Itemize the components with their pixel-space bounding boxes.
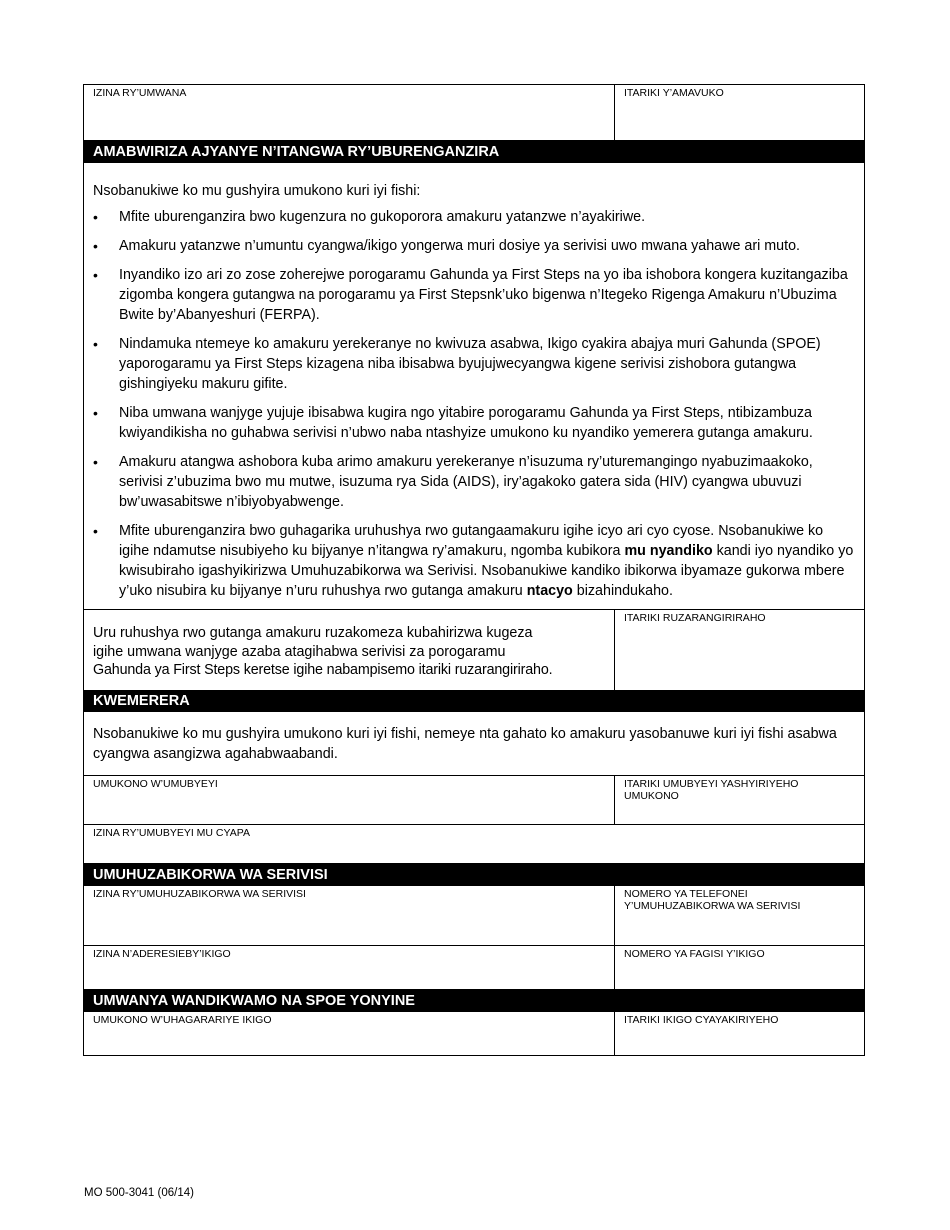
coordinator-phone-label-line2: Y’UMUHUZABIKORWA WA SERIVISI: [624, 900, 801, 912]
consent-intro: Nsobanukiwe ko mu gushyira umukono kuri iyi fishi:: [93, 183, 421, 199]
agency-representative-signature-field[interactable]: [84, 1012, 615, 1055]
consent-bullet-list: [84, 207, 864, 601]
coordinator-name-label: IZINA RY’UMUHUZABIKORWA WA SERIVISI: [93, 888, 306, 900]
consent-bullet: • Amakuru atangwa ashobora kuba arimo amakuru yerekeranye n’isuzuma ry’uturemangingo nyabuzimaakoko, serivisi z’ubuzima bwo mu mutwe, isuzuma rya Sida (AIDS), iry’agakoko gatera sida (HIV) cyangwa ubuvuzi bw’uwasabitswe n’ibiyobyabwenge.: [93, 452, 854, 512]
parent-signature-label: UMUKONO W’UMUBYEYI: [93, 778, 218, 790]
revocation-text-2: kandi iyo nyandiko yo kwisubiraho igashyikirizwa Umuhuzabikorwa wa Serivisi. Nsobanukiwe kandiko ibikorwa ibyamaze gukorwa mbere y’uko nisubira ku bijyanye n’uru ruhushya rwo gutanga amakuru: [119, 543, 854, 599]
revocation-text-1: Mfite uburenganzira bwo guhagarika uruhushya rwo gutangaamakuru igihe icyo ari cyo cyose. Nsobanukiwe ko igihe ndamutse nisubiyeho ku bijyanye n’itangwa ry’amakuru, ngomba kubikora: [119, 523, 824, 559]
spoe-section-header: UMWANYA WANDIKWAMO NA SPOE YONYINE: [84, 990, 864, 1012]
validity-line: Gahunda ya First Steps keretse igihe nabampisemo itariki ruzarangiriraho.: [93, 662, 553, 678]
parent-name-row: [84, 825, 864, 864]
parent-printed-name-field[interactable]: [84, 825, 864, 863]
agency-fax-field[interactable]: [615, 946, 864, 989]
agency-name-address-label: IZINA N’ADERESIEBY’IKIGO: [93, 948, 231, 960]
consent-bullet-revocation: [93, 521, 854, 601]
validity-line: Uru ruhushya rwo gutanga amakuru ruzakomeza kubahirizwa kugeza: [93, 625, 533, 641]
birth-date-label: ITARIKI Y’AMAVUKO: [624, 87, 724, 99]
validity-text: [84, 610, 615, 690]
agency-representative-signature-label: UMUKONO W’UHAGARARIYE IKIGO: [93, 1014, 272, 1026]
consent-bullet: • Mfite uburenganzira bwo kugenzura no gukoporora amakuru yatanzwe n’ayakiriwe.: [93, 207, 854, 227]
consent-section-header: AMABWIRIZA AJYANYE N’ITANGWA RY’UBURENGANZIRA: [84, 141, 864, 163]
consent-bullet: • Nindamuka ntemeye ko amakuru yerekeranye no kwivuza asabwa, Ikigo cyakira abajya muri Gahunda (SPOE) yaporogaramu ya First Steps kizagena niba ibisabwa byujujwecyangwa kigene serivisi zishobora gutangwa gishingiyeku makuru gifite.: [93, 334, 854, 394]
revocation-text-3: bizahindukaho.: [572, 583, 673, 599]
consent-form: [83, 84, 865, 1056]
agreement-body: [84, 712, 864, 776]
parent-signature-date-label: ITARIKI UMUBYEYI YASHYIRIYEHO UMUKONO: [624, 778, 799, 802]
coordinator-row: [84, 886, 864, 946]
agreement-section-header: KWEMERERA: [84, 691, 864, 712]
coordinator-phone-field[interactable]: [615, 886, 864, 945]
expiry-date-label: ITARIKI RUZARANGIRIRAHO: [624, 612, 766, 624]
consent-bullet: • Inyandiko izo ari zo zose zoherejwe porogaramu Gahunda ya First Steps na yo iba ishobora kongera kuzitangaziba zigomba kongera gutangwa na porogaramu ya First Stepsnk’uko bigenwa n’Itegeko Rigenga Amakuru n’Ubuzima Bwite by’Abanyeshuri (FERPA).: [93, 265, 854, 325]
revocation-bold-2: ntacyo: [526, 583, 573, 599]
agency-fax-label: NOMERO YA FAGISI Y’IKIGO: [624, 948, 765, 960]
parent-printed-name-label: IZINA RY’UMUBYEYI MU CYAPA: [93, 827, 250, 839]
child-name-label: IZINA RY’UMWANA: [93, 87, 187, 99]
birth-date-field[interactable]: [615, 85, 864, 140]
form-code: MO 500-3041 (06/14): [84, 1187, 194, 1199]
coordinator-name-field[interactable]: [84, 886, 615, 945]
revocation-bold-1: mu nyandiko: [624, 543, 713, 559]
coordinator-section-header: UMUHUZABIKORWA WA SERIVISI: [84, 864, 864, 886]
parent-signature-row: [84, 776, 864, 825]
parent-signature-field[interactable]: [84, 776, 615, 824]
agency-row: [84, 946, 864, 990]
coordinator-phone-label-line1: NOMERO YA TELEFONEI: [624, 888, 748, 900]
child-name-field[interactable]: [84, 85, 615, 140]
consent-section-body: [84, 163, 864, 610]
child-info-row: [84, 85, 864, 141]
parent-signature-date-field[interactable]: [615, 776, 864, 824]
agency-received-date-field[interactable]: [615, 1012, 864, 1055]
expiry-date-field[interactable]: [615, 610, 864, 690]
agreement-text: Nsobanukiwe ko mu gushyira umukono kuri iyi fishi, nemeye nta gahato ko amakuru yasobanuwe kuri iyi fishi asabwa cyangwa asangizwa agahabwaabandi.: [93, 726, 837, 762]
validity-row: [84, 610, 864, 691]
consent-bullet: • Amakuru yatanzwe n’umuntu cyangwa/ikigo yongerwa muri dosiye ya serivisi uwo mwana yahawe ari muto.: [93, 236, 854, 256]
agency-received-date-label: ITARIKI IKIGO CYAYAKIRIYEHO: [624, 1014, 779, 1026]
consent-bullet: • Niba umwana wanjyge yujuje ibisabwa kugira ngo yitabire porogaramu Gahunda ya First Steps, ntibizambuza kwiyandikisha no guhabwa serivisi n’ubwo naba ntashyize umukono ku nyandiko yemerera gutanga amakuru.: [93, 403, 854, 443]
validity-line: igihe umwana wanjyge azaba atagihabwa serivisi za porogaramu: [93, 643, 506, 660]
agency-name-address-field[interactable]: [84, 946, 615, 989]
spoe-row: [84, 1012, 864, 1055]
